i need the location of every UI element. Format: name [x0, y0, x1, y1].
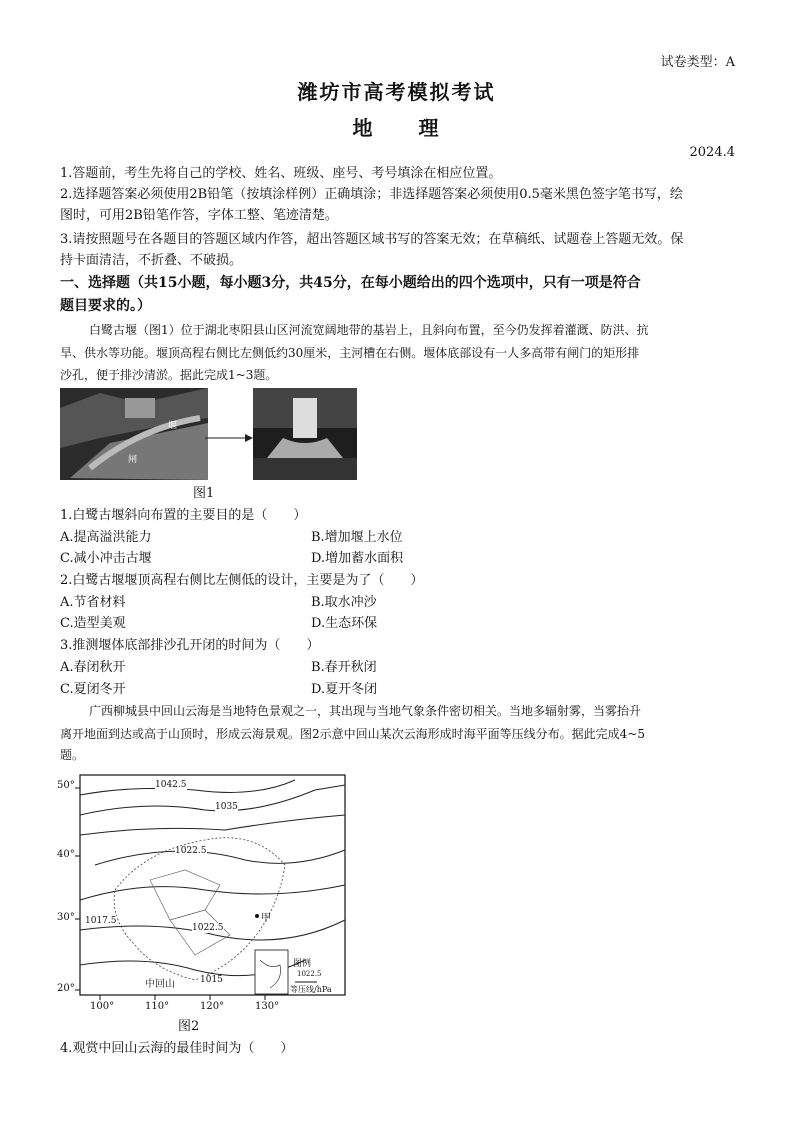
- isobar-label: 1022.5: [175, 846, 207, 856]
- legend-value: 1022.5: [297, 970, 322, 978]
- passage2-line2: 离开地面到达或高于山顶时，形成云海景观。图2示意中回山某次云海形成时海平面等压线分布。据此完成4~5: [60, 727, 645, 741]
- q2-option-a: A.节省材料: [60, 595, 126, 610]
- lat-label: 30°: [57, 912, 75, 923]
- passage2-line1: 广西柳城县中回山云海是当地特色景观之一，其出现与当地气象条件密切相关。当地多辐射雾，当雾抬升: [89, 704, 642, 718]
- legend-desc: 等压线/hPa: [290, 985, 332, 994]
- section-heading-cont: 题目要求的。）: [60, 298, 151, 314]
- isobar-label: 1035: [215, 802, 238, 812]
- instruction-2: 2.选择题答案必须使用2B铅笔（按填涂样例）正确填涂；非选择题答案必须使用0.5毫米黑色签字笔书写，绘: [60, 187, 683, 202]
- lat-label: 50°: [57, 780, 75, 791]
- exam-date: 2024.4: [689, 145, 735, 160]
- passage1-line1: 白鹭古堰（图1）位于湖北枣阳县山区河流宽阔地带的基岩上，且斜向布置，至今仍发挥着灌溉、防洪、抗: [89, 323, 649, 337]
- q3-stem: 3.推测堰体底部排沙孔开闭的时间为（ ）: [60, 638, 320, 653]
- section-heading: 一、选择题（共15小题，每小题3分，共45分，在每小题给出的四个选项中，只有一项是符合: [60, 275, 641, 291]
- instruction-3-cont: 持卡面清洁，不折叠、不破损。: [60, 253, 243, 268]
- instruction-3: 3.请按照题号在各题目的答题区域内作答，超出答题区域书写的答案无效；在草稿纸、试题卷上答题无效。保: [60, 232, 684, 247]
- isobar-label: 1015: [200, 975, 223, 985]
- paper-type: 试卷类型：A: [660, 55, 735, 70]
- lon-label: 120°: [200, 1001, 225, 1012]
- q3-option-d: D.夏开冬闭: [311, 682, 378, 697]
- isobar-label: 1022.5: [192, 923, 224, 933]
- place-jia: 甲: [261, 913, 271, 924]
- passage1-line2: 旱、供水等功能。堰顶高程右侧比左侧低约30厘米，主河槽在右侧。堰体底部设有一人多高带有闸门的矩形排: [60, 346, 640, 360]
- subject-title: 地 理: [352, 116, 441, 140]
- passage1-line3: 沙孔，便于排沙清淤。据此完成1~3题。: [60, 368, 278, 382]
- figure2-map: [55, 770, 355, 1015]
- lon-label: 130°: [255, 1001, 280, 1012]
- q1-option-b: B.增加堰上水位: [311, 530, 403, 545]
- q2-option-c: C.造型美观: [60, 616, 126, 631]
- figure2-caption: 图2: [178, 1019, 200, 1034]
- figure1-label-gate: 闸: [128, 455, 138, 465]
- q3-option-c: C.夏闭冬开: [60, 682, 126, 697]
- q1-stem: 1.白鹭古堰斜向布置的主要目的是（ ）: [60, 508, 307, 523]
- q4-stem: 4.观赏中回山云海的最佳时间为（ ）: [60, 1041, 294, 1056]
- figure1-arrow: [205, 432, 255, 444]
- q2-stem: 2.白鹭古堰堰顶高程右侧比左侧低的设计，主要是为了（ ）: [60, 573, 424, 588]
- figure1-caption: 图1: [193, 486, 215, 501]
- q1-option-a: A.提高溢洪能力: [60, 530, 152, 545]
- point-jia-marker: [255, 914, 259, 918]
- page-title: 潍坊市高考模拟考试: [297, 80, 496, 104]
- isobar-label: 1042.5: [155, 780, 187, 790]
- q3-option-b: B.春开秋闭: [311, 660, 377, 675]
- q1-option-c: C.减小冲击古堰: [60, 551, 152, 566]
- figure1-photo-left: [60, 388, 208, 480]
- place-zhonghuishan: 中回山: [145, 975, 175, 990]
- q1-option-d: D.增加蓄水面积: [311, 551, 404, 566]
- q3-option-a: A.春闭秋开: [60, 660, 126, 675]
- legend-title: 图例: [293, 959, 312, 969]
- isobar-label: 1017.5: [85, 916, 117, 926]
- instruction-2-cont: 图时，可用2B铅笔作答，字体工整、笔迹清楚。: [60, 208, 338, 223]
- passage2-line3: 题。: [60, 748, 85, 762]
- lat-label: 40°: [57, 849, 75, 860]
- instruction-1: 1.答题前，考生先将自己的学校、姓名、班级、座号、考号填涂在相应位置。: [60, 166, 502, 181]
- lat-label: 20°: [57, 983, 75, 994]
- q2-option-b: B.取水冲沙: [311, 595, 377, 610]
- figure1-photo-right: [253, 388, 357, 480]
- lon-label: 100°: [90, 1001, 115, 1012]
- figure1-label-weir: 堰: [168, 421, 178, 431]
- lon-label: 110°: [145, 1001, 170, 1012]
- q2-option-d: D.生态环保: [311, 616, 378, 631]
